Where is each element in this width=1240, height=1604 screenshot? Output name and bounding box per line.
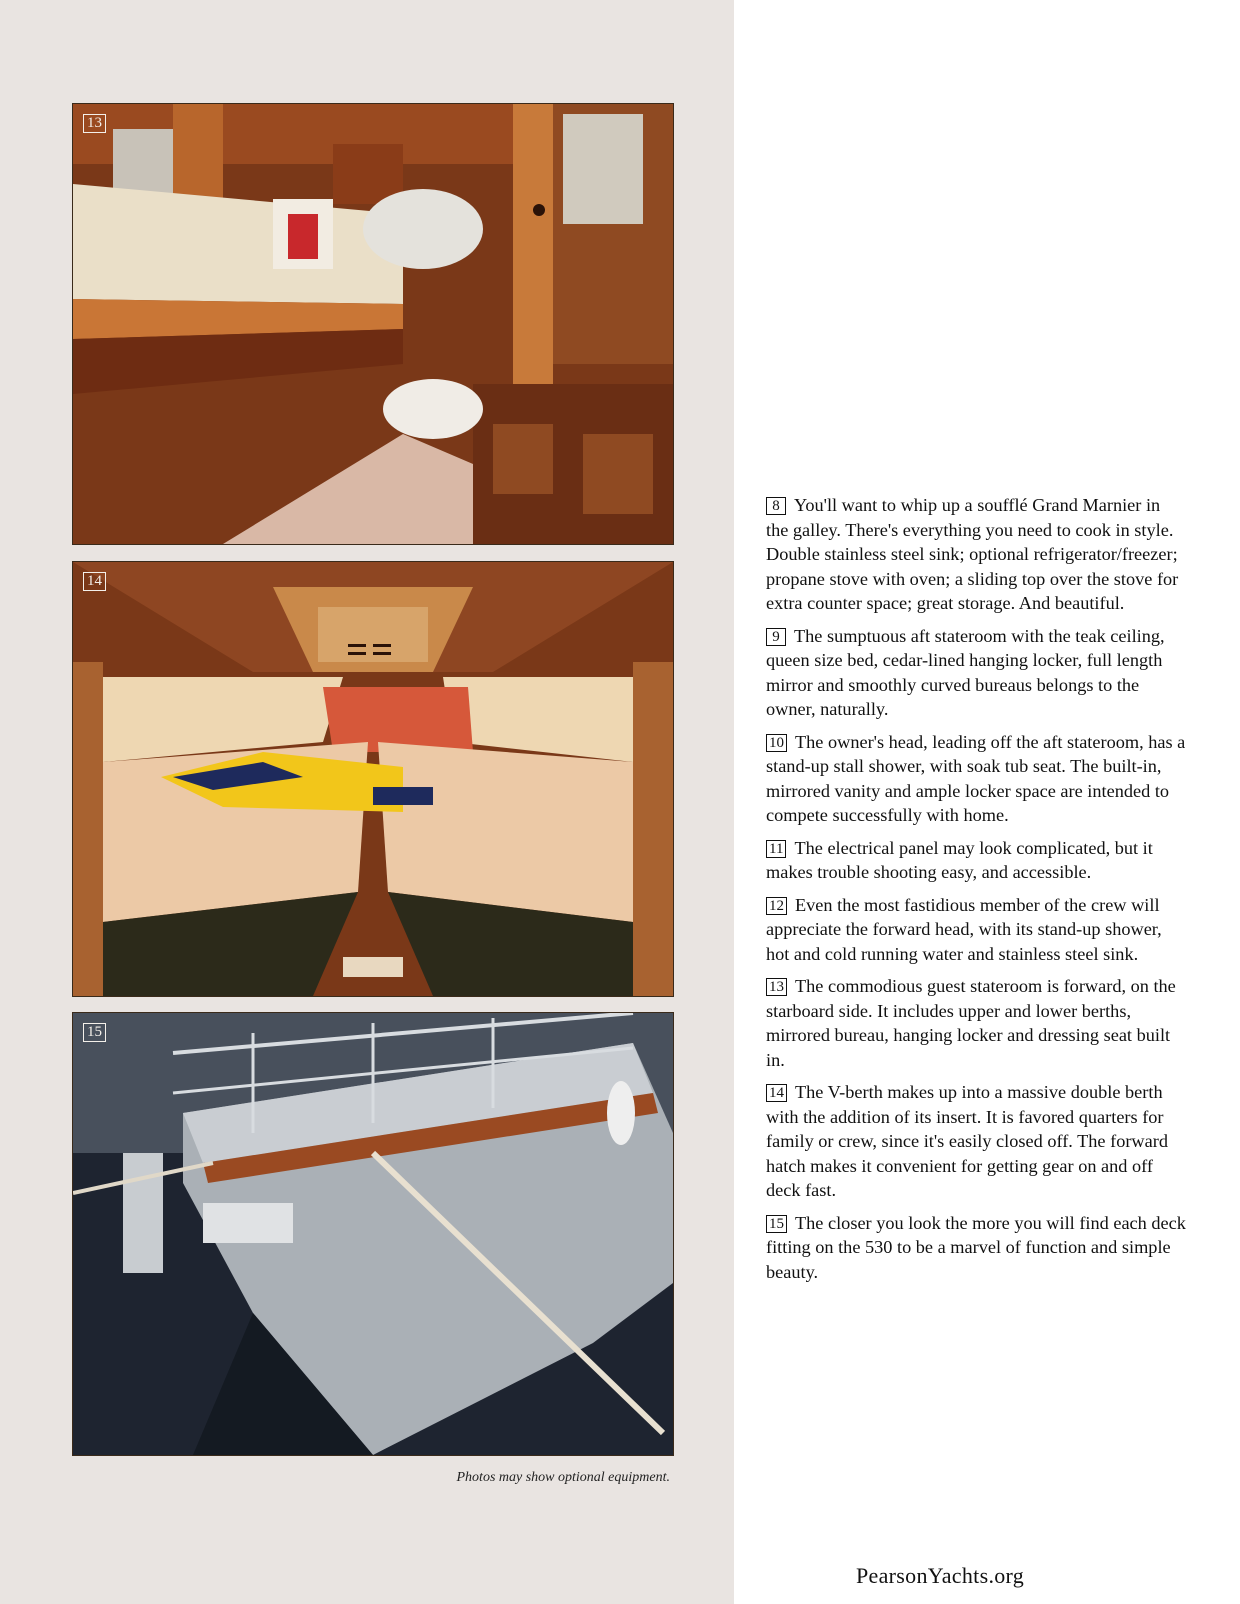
paragraph-13 (766, 974, 1186, 1072)
paragraph-text: The V-berth makes up into a massive double berth with the addition of its insert. It is favored quarters for family or crew, since it's easily closed off. The forward hatch makes it convenient for getting gear on and off deck fast. (766, 1082, 1168, 1200)
paragraph-11 (766, 836, 1186, 885)
paragraph-text: The electrical panel may look complicated, but it makes trouble shooting easy, and accessible. (766, 837, 1153, 882)
photo-number: 14 (83, 572, 106, 591)
paragraph-15 (766, 1211, 1186, 1285)
photo-bow-fittings (72, 1012, 674, 1456)
paragraph-14 (766, 1080, 1186, 1203)
item-number: 10 (766, 734, 787, 752)
paragraph-text: Even the most fastidious member of the crew will appreciate the forward head, with its stand-up shower, hot and cold running water and stainless steel sink. (766, 894, 1162, 964)
photo-number: 15 (83, 1023, 106, 1042)
item-number: 8 (766, 497, 786, 515)
description-column (766, 493, 1186, 1292)
item-number: 11 (766, 840, 786, 858)
footer-site-name: PearsonYachts.org (856, 1563, 1025, 1588)
paragraph-9 (766, 624, 1186, 722)
paragraph-text: The sumptuous aft stateroom with the teak ceiling, queen size bed, cedar-lined hanging locker, full length mirror and smoothly curved bureaus belongs to the owner, naturally. (766, 625, 1165, 719)
paragraph-text: The closer you look the more you will find each deck fitting on the 530 to be a marvel of function and simple beauty. (766, 1212, 1186, 1282)
bow-illustration (73, 1013, 673, 1455)
paragraph-8 (766, 493, 1186, 616)
paragraph-12 (766, 893, 1186, 967)
guest-stateroom-illustration (73, 104, 673, 544)
paragraph-text: The commodious guest stateroom is forward, on the starboard side. It includes upper and lower berths, mirrored bureau, hanging locker and dressing seat built in. (766, 976, 1176, 1070)
photo-v-berth (72, 561, 674, 997)
paragraph-text: The owner's head, leading off the aft stateroom, has a stand-up stall shower, with soak tub seat. The built-in, mirrored vanity and ample locker space are intended to compete successfully with home. (766, 731, 1186, 825)
paragraph-text: You'll want to whip up a soufflé Grand Marnier in the galley. There's everything you need to cook in style. Double stainless steel sink; optional refrigerator/freezer; propane stove with oven; a sliding top over the stove for extra counter space; great storage. And beautiful. (766, 495, 1179, 613)
item-number: 14 (766, 1084, 787, 1102)
photo-caption: Photos may show optional equipment. (456, 1470, 670, 1485)
photo-number: 13 (83, 114, 106, 133)
item-number: 12 (766, 897, 787, 915)
item-number: 13 (766, 978, 787, 996)
item-number: 9 (766, 628, 786, 646)
photo-guest-stateroom (72, 103, 674, 545)
v-berth-illustration (73, 562, 673, 996)
item-number: 15 (766, 1215, 787, 1233)
paragraph-10 (766, 730, 1186, 828)
